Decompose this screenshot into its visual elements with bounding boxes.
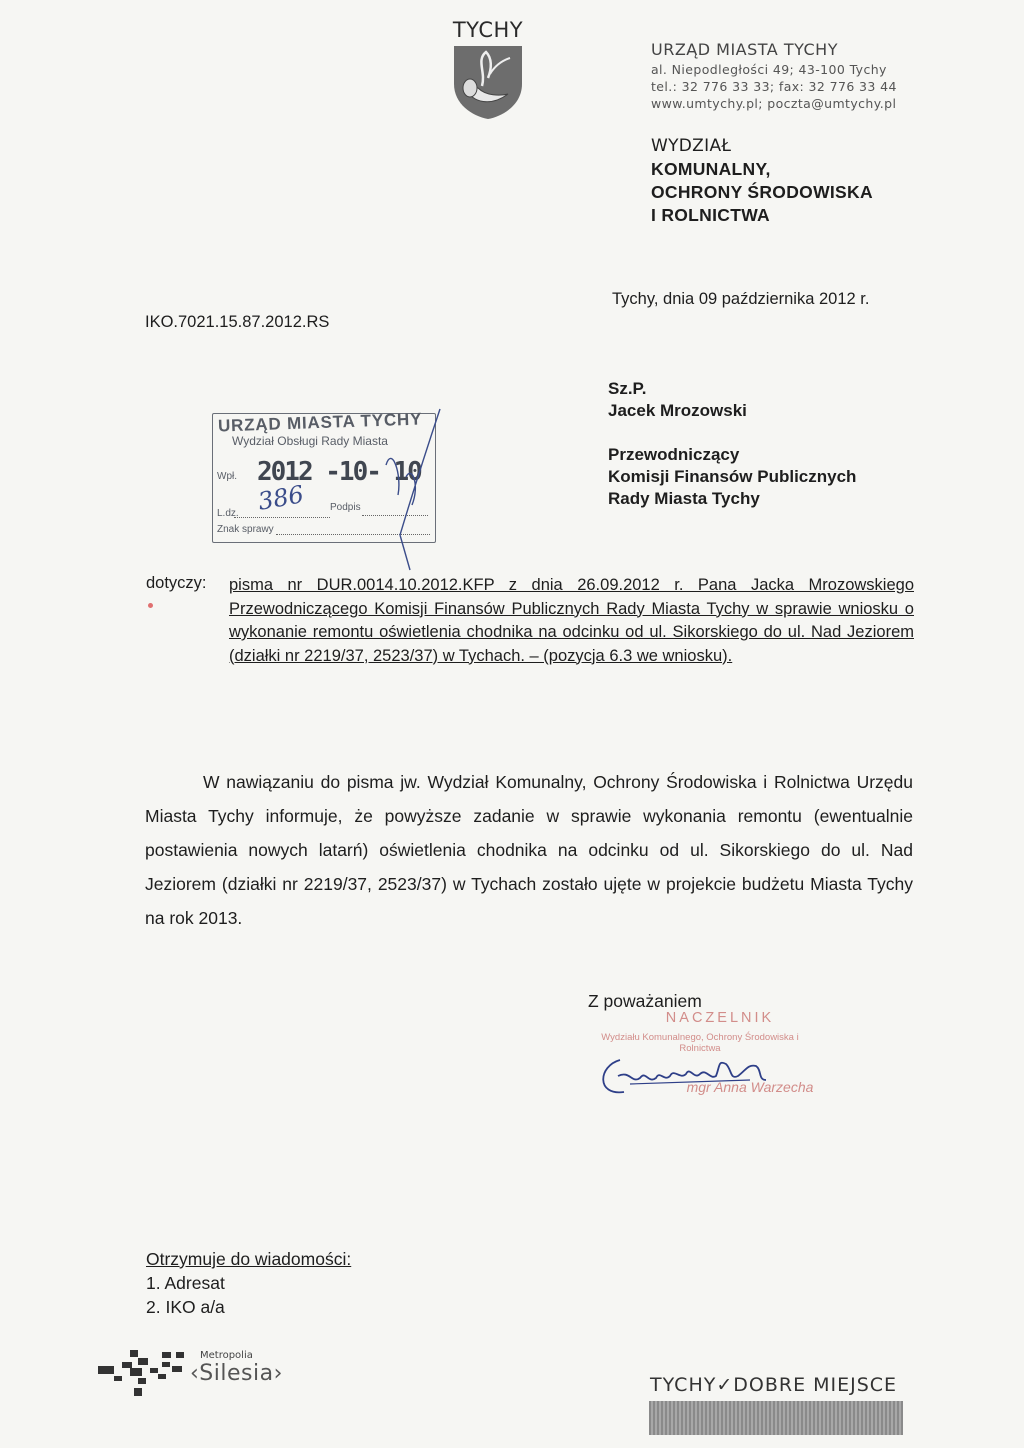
addressee-name: Jacek Mrozowski bbox=[608, 401, 747, 420]
registry-stamp bbox=[212, 405, 440, 539]
stamp-initial-mark bbox=[382, 405, 442, 575]
handwritten-ldz-number: 386 bbox=[255, 480, 306, 516]
silesia-label: ‹Silesia› bbox=[190, 1361, 283, 1386]
subject-label: dotyczy: bbox=[146, 574, 207, 592]
slogan-bar bbox=[649, 1401, 903, 1435]
body-paragraph: W nawiązaniu do pisma jw. Wydział Komunalny, Ochrony Środowiska i Rolnictwa Urzędu Miasta Tychy informuje, że powyższe zadanie w sprawie wykonania remontu (ewentualnie postawienia nowych latarń) oświetlenia chodnika na odcinku od ul. Sikorskiego do ul. Nad Jeziorem (działki nr 2219/37, 2523/37) w Tychach zostało ujęte w projekcie budżetu Miasta Tychy na rok 2013. bbox=[145, 772, 913, 928]
signature bbox=[590, 1040, 790, 1110]
office-phone: tel.: 32 776 33 33; fax: 32 776 33 44 bbox=[651, 79, 897, 94]
seal-title: NACZELNIK bbox=[665, 1010, 775, 1026]
stamp-wpl-label: Wpł. bbox=[217, 471, 237, 482]
stamp-subtitle: Wydział Obsługi Rady Miasta bbox=[232, 434, 388, 448]
addressee-role-1: Przewodniczący bbox=[608, 445, 740, 464]
dept-label: WYDZIAŁ bbox=[651, 136, 732, 156]
closing-greeting: Z poważaniem bbox=[588, 991, 702, 1011]
metropolia-label: Metropolia bbox=[200, 1350, 253, 1361]
metropolia-logo-icon bbox=[98, 1348, 188, 1398]
stamp-date: 2012 -10- 10 bbox=[257, 457, 421, 487]
recipients-title: Otrzymuje do wiadomości: bbox=[146, 1249, 352, 1269]
margin-mark bbox=[148, 603, 153, 608]
addressee-role-3: Rady Miasta Tychy bbox=[608, 489, 760, 508]
stamp-title: URZĄD MIASTA TYCHY bbox=[217, 409, 423, 436]
stamp-podpis-label: Podpis bbox=[330, 502, 361, 513]
reference-number: IKO.7021.15.87.2012.RS bbox=[145, 313, 330, 331]
stamp-ldz-line bbox=[234, 517, 330, 518]
department-block bbox=[651, 135, 873, 227]
office-name: URZĄD MIASTA TYCHY bbox=[651, 40, 838, 59]
dept-line-1: KOMUNALNY, bbox=[651, 159, 771, 179]
addressee-block bbox=[608, 378, 856, 510]
office-web: www.umtychy.pl; poczta@umtychy.pl bbox=[651, 96, 897, 111]
stamp-znak-label: Znak sprawy bbox=[217, 524, 274, 535]
stamp-ldz-label: L.dz. bbox=[217, 508, 239, 519]
dept-line-3: I ROLNICTWA bbox=[651, 205, 770, 225]
addressee-salutation: Sz.P. bbox=[608, 379, 647, 398]
recipient-item: 2. IKO a/a bbox=[146, 1297, 225, 1317]
dept-line-2: OCHRONY ŚRODOWISKA bbox=[651, 182, 873, 202]
date-line: Tychy, dnia 09 października 2012 r. bbox=[612, 290, 870, 308]
crest-word: TYCHY bbox=[452, 18, 524, 42]
city-slogan: TYCHY✓DOBRE MIEJSCE bbox=[650, 1374, 898, 1396]
subject-text: pisma nr DUR.0014.10.2012.KFP z dnia 26.09.2012 r. Pana Jacka Mrozowskiego Przewodniczącego Komisji Finansów Publicznych Rady Miasta Tychy w sprawie wniosku o wykonanie remontu oświetlenia chodnika na odcinku od ul. Sikorskiego do ul. Nad Jeziorem (działki nr 2219/37, 2523/37) w Tychach. – (pozycja 6.3 we wniosku). bbox=[229, 576, 914, 665]
city-crest-icon bbox=[452, 44, 524, 120]
seal-name: mgr Anna Warzecha bbox=[686, 1079, 814, 1095]
addressee-role-2: Komisji Finansów Publicznych bbox=[608, 467, 857, 486]
seal-department: Wydziału Komunalnego, Ochrony Środowiska i Rolnictwa bbox=[601, 1032, 799, 1054]
recipient-item: 1. Adresat bbox=[146, 1273, 225, 1293]
office-address: al. Niepodległości 49; 43-100 Tychy bbox=[651, 62, 887, 77]
recipients-list bbox=[146, 1271, 225, 1319]
office-block bbox=[651, 40, 897, 112]
